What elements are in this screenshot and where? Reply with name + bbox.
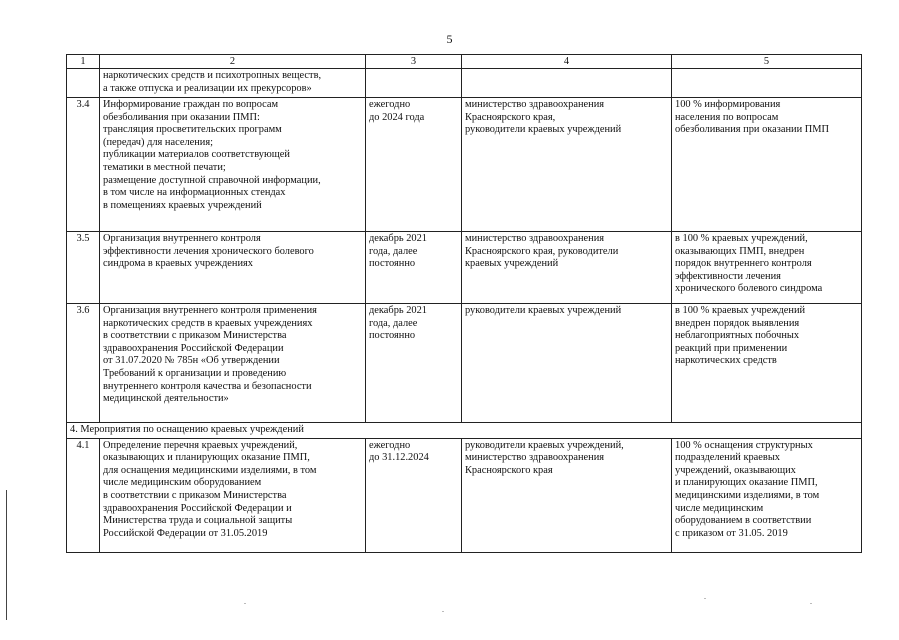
term-cell [366,438,462,552]
cell-line: руководители краевых учреждений [465,305,622,316]
cell-line: декабрь 2021 [369,233,428,244]
item-number [67,69,100,98]
column-header: 4 [462,55,672,69]
cell-line: Красноярского края [465,464,553,476]
column-header: 1 [67,55,100,69]
activity-plan-table [66,54,862,553]
term-cell [366,304,462,423]
cell-line: внутреннего контроля качества и безопасности [103,380,312,392]
cell-line: оборудованием в соответствии [675,515,812,527]
cell-line: обезболивания при оказании ПМП [675,124,830,136]
cell-line: (передач) для населения; [103,136,214,148]
description-cell [100,304,366,423]
cell-line: тематики в местной печати; [103,161,226,173]
cell-line: оказывающих и планирующих оказание ПМП, [103,452,310,464]
cell-line: медицинскими изделиями, в том [675,489,820,501]
cell-line: Красноярского края, руководители [465,245,619,257]
description-cell [100,98,366,232]
cell-line: ежегодно [369,439,411,451]
cell-line: в соответствии с приказом Министерства [103,330,287,342]
cell-line: а также отпуска и реализации их прекурсоров» [103,82,312,94]
term-cell [366,98,462,232]
item-number: 3.6 [67,304,100,423]
cell-line: обезболивания при оказании ПМП: [103,111,260,123]
cell-line: министерство здравоохранения [465,452,605,464]
scan-speck [810,603,812,604]
table-body [67,55,862,553]
result-cell [672,232,862,304]
item-number: 4.1 [67,438,100,552]
cell-line: краевых учреждений [465,258,559,270]
cell-line: медицинской деятельности» [103,393,229,405]
cell-line: 100 % информирования [675,99,781,110]
cell-line: Организация внутреннего контроля применения [103,305,317,316]
cell-line: и планирующих оказание ПМП, [675,477,818,489]
cell-line: синдрома в краевых учреждениях [103,258,253,270]
cell-line: в 100 % краевых учреждений, [675,233,808,244]
responsible-cell [462,438,672,552]
section-title: 4. Мероприятия по оснащению краевых учреждений [67,423,862,439]
table-row [67,232,862,304]
cell-line: наркотических средств и психотропных веществ, [103,70,322,81]
term-cell [366,69,462,98]
cell-line: учреждений, оказывающих [675,464,796,476]
cell-line: здравоохранения Российской Федерации [103,342,284,354]
cell-line: министерство здравоохранения [465,233,605,244]
cell-line: Министерства труда и социальной защиты [103,515,293,527]
result-cell [672,438,862,552]
cell-line: неблагоприятных побочных [675,330,800,342]
cell-line: года, далее [369,245,418,257]
responsible-cell [462,69,672,98]
cell-line: года, далее [369,317,418,329]
section-row [67,423,862,439]
scan-speck [442,611,444,612]
result-cell [672,69,862,98]
table-row [67,304,862,423]
cell-line: в помещениях краевых учреждений [103,199,262,211]
description-cell [100,69,366,98]
scan-speck [244,603,246,604]
cell-line: оказывающих ПМП, внедрен [675,245,805,257]
cell-line: хронического болевого синдрома [675,283,823,295]
table-header-row [67,55,862,69]
scan-margin-line [6,490,7,620]
cell-line: реакций при применении [675,342,788,354]
cell-line: в 100 % краевых учреждений [675,305,806,316]
cell-line: декабрь 2021 [369,305,428,316]
cell-line: руководители краевых учреждений [465,124,622,136]
cell-line: трансляция просветительских программ [103,124,282,136]
description-cell [100,438,366,552]
cell-line: подразделений краевых [675,452,780,464]
cell-line: порядок внутреннего контроля [675,258,812,270]
cell-line: до 2024 года [369,111,425,123]
description-cell [100,232,366,304]
column-header: 2 [100,55,366,69]
cell-line: постоянно [369,258,416,270]
responsible-cell [462,232,672,304]
cell-line: Российской Федерации от 31.05.2019 [103,527,268,539]
table-row [67,98,862,232]
item-number: 3.4 [67,98,100,232]
column-header: 5 [672,55,862,69]
cell-line: Определение перечня краевых учреждений, [103,439,298,451]
cell-line: здравоохранения Российской Федерации и [103,502,292,514]
cell-line: для оснащения медицинскими изделиями, в том [103,464,317,476]
cell-line: от 31.07.2020 № 785н «Об утверждении [103,355,280,367]
scan-speck [704,598,706,599]
term-cell [366,232,462,304]
cell-line: Требований к организации и проведению [103,367,287,379]
cell-line: Организация внутреннего контроля [103,233,261,244]
cell-line: ежегодно [369,99,411,110]
cell-line: размещение доступной справочной информации, [103,174,321,186]
cell-line: с приказом от 31.05. 2019 [675,527,788,539]
column-header: 3 [366,55,462,69]
item-number: 3.5 [67,232,100,304]
page-number: 5 [446,32,453,46]
cell-line: руководители краевых учреждений, [465,439,624,451]
cell-line: Красноярского края, [465,111,556,123]
cell-line: эффективности лечения [675,270,781,282]
continuation-row [67,69,862,98]
responsible-cell [462,304,672,423]
cell-line: в том числе на информационных стендах [103,187,286,199]
cell-line: постоянно [369,330,416,342]
cell-line: публикации материалов соответствующей [103,149,290,161]
cell-line: числе медицинским оборудованием [103,477,262,489]
cell-line: эффективности лечения хронического болевого [103,245,314,257]
cell-line: наркотических средств в краевых учреждениях [103,317,313,329]
cell-line: 100 % оснащения структурных [675,439,813,451]
cell-line: внедрен порядок выявления [675,317,800,329]
result-cell [672,304,862,423]
cell-line: наркотических средств [675,355,777,367]
result-cell [672,98,862,232]
table-row [67,438,862,552]
cell-line: министерство здравоохранения [465,99,605,110]
cell-line: в соответствии с приказом Министерства [103,489,287,501]
cell-line: до 31.12.2024 [369,452,429,464]
cell-line: населения по вопросам [675,111,779,123]
responsible-cell [462,98,672,232]
cell-line: Информирование граждан по вопросам [103,99,279,110]
cell-line: числе медицинским [675,502,764,514]
